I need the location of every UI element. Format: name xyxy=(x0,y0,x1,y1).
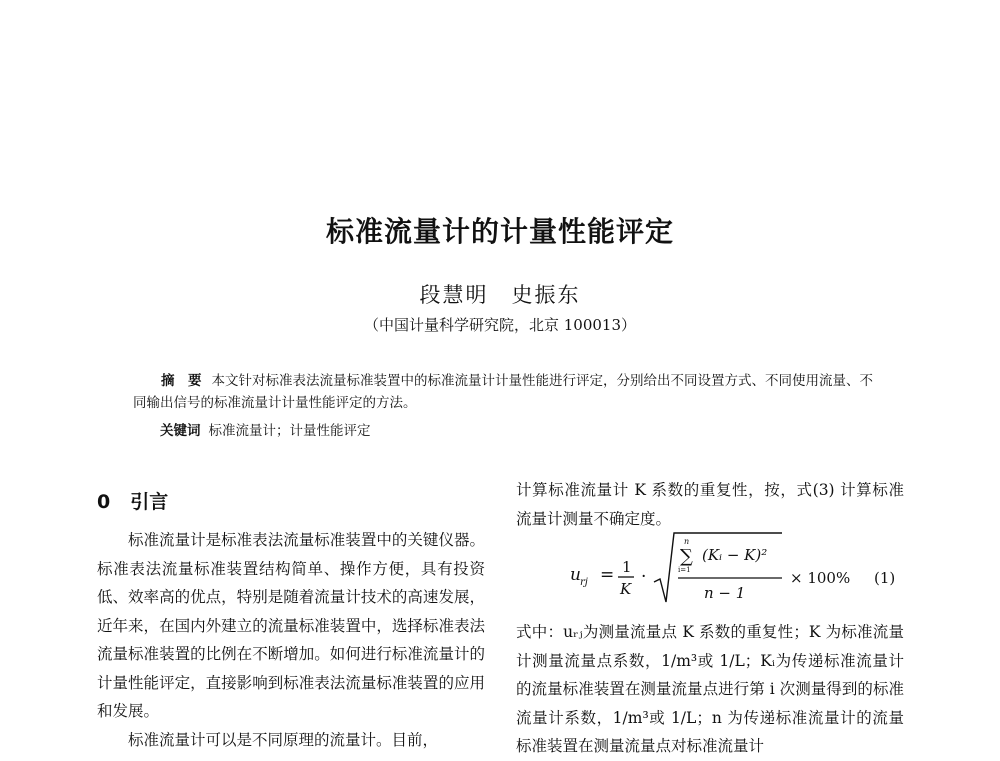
formula-sum-body: (Kᵢ − K)² xyxy=(702,546,768,564)
abstract xyxy=(133,370,873,414)
keywords-text: 标准流量计；计量性能评定 xyxy=(208,423,371,439)
formula-sum-bottom: i=1 xyxy=(678,566,691,574)
right-column-bottom xyxy=(516,618,904,761)
formula-sum-symbol: ∑ xyxy=(680,546,693,567)
formula-frac-den: K xyxy=(620,580,632,598)
paragraph-repeatability: 计算标准流量计 K 系数的重复性，按，式(3) 计算标准流量计测量不确定度。 xyxy=(516,481,904,528)
section-title: 引言 xyxy=(130,491,169,513)
abstract-label: 摘 要 xyxy=(161,373,202,389)
paper-title: 标准流量计的计量性能评定 xyxy=(325,215,674,248)
affiliation: （中国计量科学研究院，北京 100013） xyxy=(363,316,637,334)
section-heading xyxy=(97,487,168,514)
formula-eqnum: (1) xyxy=(874,569,896,587)
formula-frac-num: 1 xyxy=(622,558,632,576)
keywords xyxy=(160,419,860,439)
authors: 段慧明 史振东 xyxy=(419,283,581,307)
formula-1 xyxy=(520,530,910,610)
section-number: 0 xyxy=(97,491,111,513)
paragraph-symbols: 式中：uᵣⱼ为测量流量点 K 系数的重复性；K 为标准流量计测量流量点系数，1/m³或 1/L；Kᵢ为传递标准流量计的流量标准装置在测量流量点进行第 i 次测量得到的标准流量计系数，1/m³或 1/L；n 为传递标准流量计的流量标准装置在测量流量点对标准流量计 xyxy=(516,623,904,755)
formula-sum-top: n xyxy=(684,537,690,546)
formula-lhs-sub: rj xyxy=(580,577,588,588)
formula-den: n − 1 xyxy=(704,584,746,602)
left-column xyxy=(97,526,485,754)
abstract-text: 本文针对标准表法流量标准装置中的标准流量计计量性能进行评定，分别给出不同设置方式、不同使用流量、不同输出信号的标准流量计计量性能评定的方法。 xyxy=(133,373,873,411)
formula-times: × 100% xyxy=(790,569,851,587)
formula-eq: = xyxy=(600,565,615,585)
formula-lhs: u xyxy=(570,565,581,585)
paragraph-intro: 标准流量计是标准表法流量标准装置中的关键仪器。标准表法流量标准装置结构简单、操作方便，具有投资低、效率高的优点，特别是随着流量计技术的高速发展，近年来，在国内外建立的流量标准装置中，选择标准表法流量标准装置的比例在不断增加。如何进行标准流量计的计量性能评定，直接影响到标准表法流量标准装置的应用和发展。 xyxy=(97,531,485,720)
keywords-label: 关键词 xyxy=(160,423,201,439)
right-column-top xyxy=(516,476,904,533)
formula-dot: · xyxy=(641,567,647,587)
paragraph-second: 标准流量计可以是不同原理的流量计。目前， xyxy=(128,730,439,749)
